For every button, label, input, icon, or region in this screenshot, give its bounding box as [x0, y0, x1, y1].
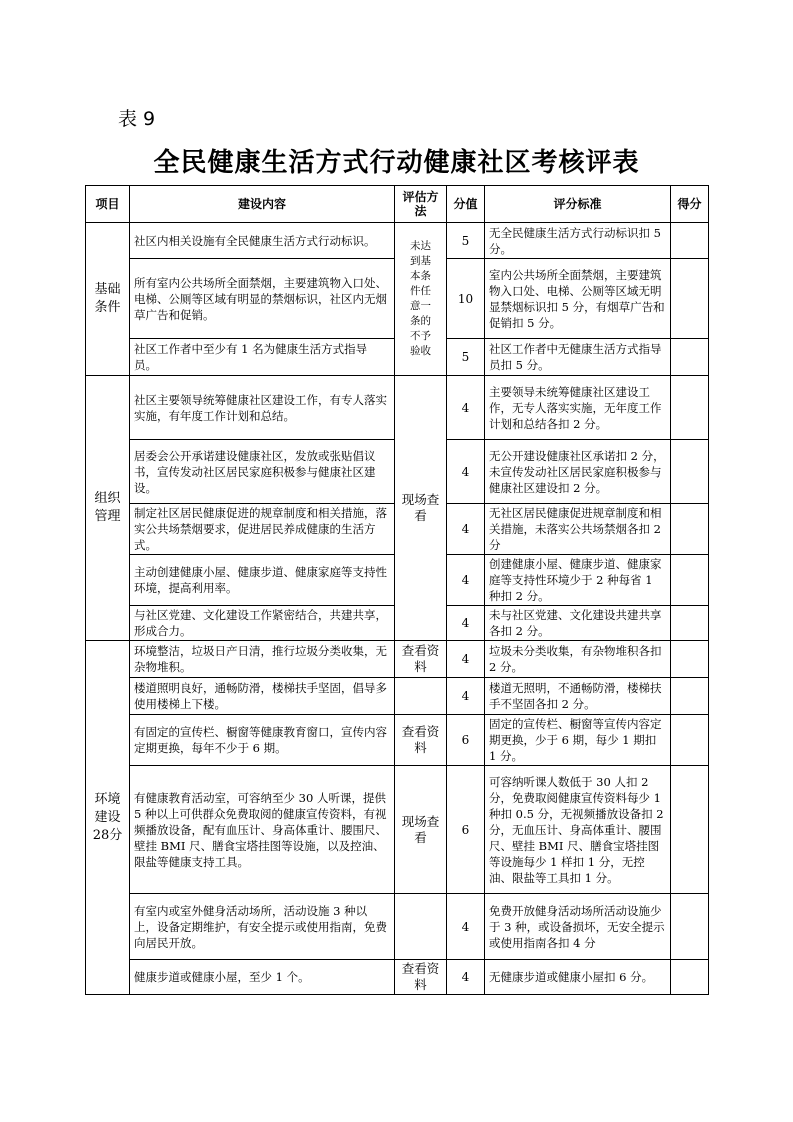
row-result [671, 339, 709, 376]
table-row [86, 766, 709, 894]
row-content: 社区工作者中至少有 1 名为健康生活方式指导员。 [130, 339, 395, 376]
row-score: 5 [447, 223, 485, 259]
row-score: 5 [447, 339, 485, 376]
table-row [86, 894, 709, 960]
header-content: 建设内容 [130, 186, 395, 223]
row-content: 居委会公开承诺建设健康社区，发放或张贴倡议书，宣传发动社区居民家庭积极参与健康社区建设。 [130, 440, 395, 504]
table-row [86, 223, 709, 259]
row-result [671, 960, 709, 995]
row-criteria: 室内公共场所全面禁烟，主要建筑物入口处、电梯、公厕等区域无明显禁烟标识扣 5 分，有烟草广告和促销扣 5 分。 [485, 259, 671, 339]
row-criteria: 社区工作者中无健康生活方式指导员扣 5 分。 [485, 339, 671, 376]
row-score: 4 [447, 960, 485, 995]
row-result [671, 606, 709, 641]
row-content: 制定社区居民健康促进的规章制度和相关措施，落实公共场禁烟要求，促进居民养成健康的生活方式。 [130, 504, 395, 555]
row-method [395, 894, 447, 960]
row-score: 4 [447, 376, 485, 440]
row-result [671, 715, 709, 766]
row-content: 主动创建健康小屋、健康步道、健康家庭等支持性环境，提高利用率。 [130, 555, 395, 606]
row-content: 环境整洁，垃圾日产日清，推行垃圾分类收集，无杂物堆积。 [130, 641, 395, 678]
row-criteria: 免费开放健身活动场所活动设施少于 3 种，或设备损坏，无安全提示或使用指南各扣 4 分 [485, 894, 671, 960]
row-method: 查看资料 [395, 641, 447, 678]
row-result [671, 641, 709, 678]
row-content: 社区内相关设施有全民健康生活方式行动标识。 [130, 223, 395, 259]
row-result [671, 376, 709, 440]
row-content: 楼道照明良好，通畅防滑，楼梯扶手坚固，倡导多使用楼梯上下楼。 [130, 678, 395, 715]
row-criteria: 可容纳听课人数低于 30 人扣 2 分，免费取阅健康宣传资料每少 1 种扣 0.5 分，无视频播放设备扣 2 分，无血压计、身高体重计、腰围尺、壁挂 BMI 尺、膳食宝塔挂图等设施每少 1 样扣 1 分，无控油、限盐等工具扣 1 分。 [485, 766, 671, 894]
row-score: 10 [447, 259, 485, 339]
header-item: 项目 [86, 186, 130, 223]
row-result [671, 678, 709, 715]
row-content: 所有室内公共场所全面禁烟，主要建筑物入口处、电梯、公厕等区域有明显的禁烟标识，社区内无烟草广告和促销。 [130, 259, 395, 339]
header-score: 分值 [447, 186, 485, 223]
table-row [86, 678, 709, 715]
row-content: 社区主要领导统筹健康社区建设工作，有专人落实实施，有年度工作计划和总结。 [130, 376, 395, 440]
row-result [671, 766, 709, 894]
section-org: 组织管理 [86, 376, 130, 641]
row-criteria: 无健康步道或健康小屋扣 6 分。 [485, 960, 671, 995]
table-label: 表 9 [118, 108, 156, 130]
table-row [86, 960, 709, 995]
section-basic: 基础条件 [86, 223, 130, 376]
row-score: 6 [447, 766, 485, 894]
row-criteria: 楼道无照明，不通畅防滑，楼梯扶手不坚固各扣 2 分。 [485, 678, 671, 715]
row-content: 有固定的宣传栏、橱窗等健康教育窗口，宣传内容定期更换，每年不少于 6 期。 [130, 715, 395, 766]
table-header-row [86, 186, 709, 223]
header-criteria: 评分标准 [485, 186, 671, 223]
row-score: 4 [447, 641, 485, 678]
row-score: 4 [447, 555, 485, 606]
row-score: 4 [447, 504, 485, 555]
row-criteria: 固定的宣传栏、橱窗等宣传内容定期更换，少于 6 期，每少 1 期扣 1 分。 [485, 715, 671, 766]
page-title: 全民健康生活方式行动健康社区考核评表 [153, 148, 640, 178]
row-method [395, 678, 447, 715]
row-criteria: 无公开建设健康社区承诺扣 2 分，未宣传发动社区居民家庭积极参与健康社区建设扣 2 分。 [485, 440, 671, 504]
row-score: 4 [447, 678, 485, 715]
row-result [671, 555, 709, 606]
row-score: 4 [447, 894, 485, 960]
row-score: 4 [447, 440, 485, 504]
row-criteria: 主要领导未统筹健康社区建设工作，无专人落实实施，无年度工作计划和总结各扣 2 分。 [485, 376, 671, 440]
row-result [671, 440, 709, 504]
row-criteria: 无社区居民健康促进规章制度和相关措施，未落实公共场禁烟各扣 2 分 [485, 504, 671, 555]
header-method: 评估方法 [395, 186, 447, 223]
row-method: 现场查看 [395, 766, 447, 894]
row-score: 4 [447, 606, 485, 641]
row-criteria: 无全民健康生活方式行动标识扣 5 分。 [485, 223, 671, 259]
table-row [86, 715, 709, 766]
row-method: 现场查看 [395, 376, 447, 641]
section-env: 环境建设28分 [86, 641, 130, 995]
row-result [671, 259, 709, 339]
row-result [671, 223, 709, 259]
row-result [671, 504, 709, 555]
row-result [671, 894, 709, 960]
row-method: 查看资料 [395, 715, 447, 766]
header-result: 得分 [671, 186, 709, 223]
table-row [86, 641, 709, 678]
row-content: 健康步道或健康小屋，至少 1 个。 [130, 960, 395, 995]
table-row [86, 376, 709, 440]
evaluation-table [85, 185, 709, 995]
row-score: 6 [447, 715, 485, 766]
row-criteria: 未与社区党建、文化建设共建共享各扣 2 分。 [485, 606, 671, 641]
row-method: 查看资料 [395, 960, 447, 995]
row-content: 有室内或室外健身活动场所，活动设施 3 种以上，设备定期维护，有安全提示或使用指南，免费向居民开放。 [130, 894, 395, 960]
row-method: 未达到基本条件任意一条的不予验收 [395, 223, 447, 376]
row-criteria: 垃圾未分类收集，有杂物堆积各扣 2 分。 [485, 641, 671, 678]
row-content: 与社区党建、文化建设工作紧密结合，共建共享，形成合力。 [130, 606, 395, 641]
row-criteria: 创建健康小屋、健康步道、健康家庭等支持性环境少于 2 种每省 1 种扣 2 分。 [485, 555, 671, 606]
row-content: 有健康教育活动室，可容纳至少 30 人听课，提供 5 种以上可供群众免费取阅的健康宣传资料，有视频播放设备，配有血压计、身高体重计、腰围尺、壁挂 BMI 尺、膳食宝塔挂图等设施，以及控油、限盐等健康支持工具。 [130, 766, 395, 894]
